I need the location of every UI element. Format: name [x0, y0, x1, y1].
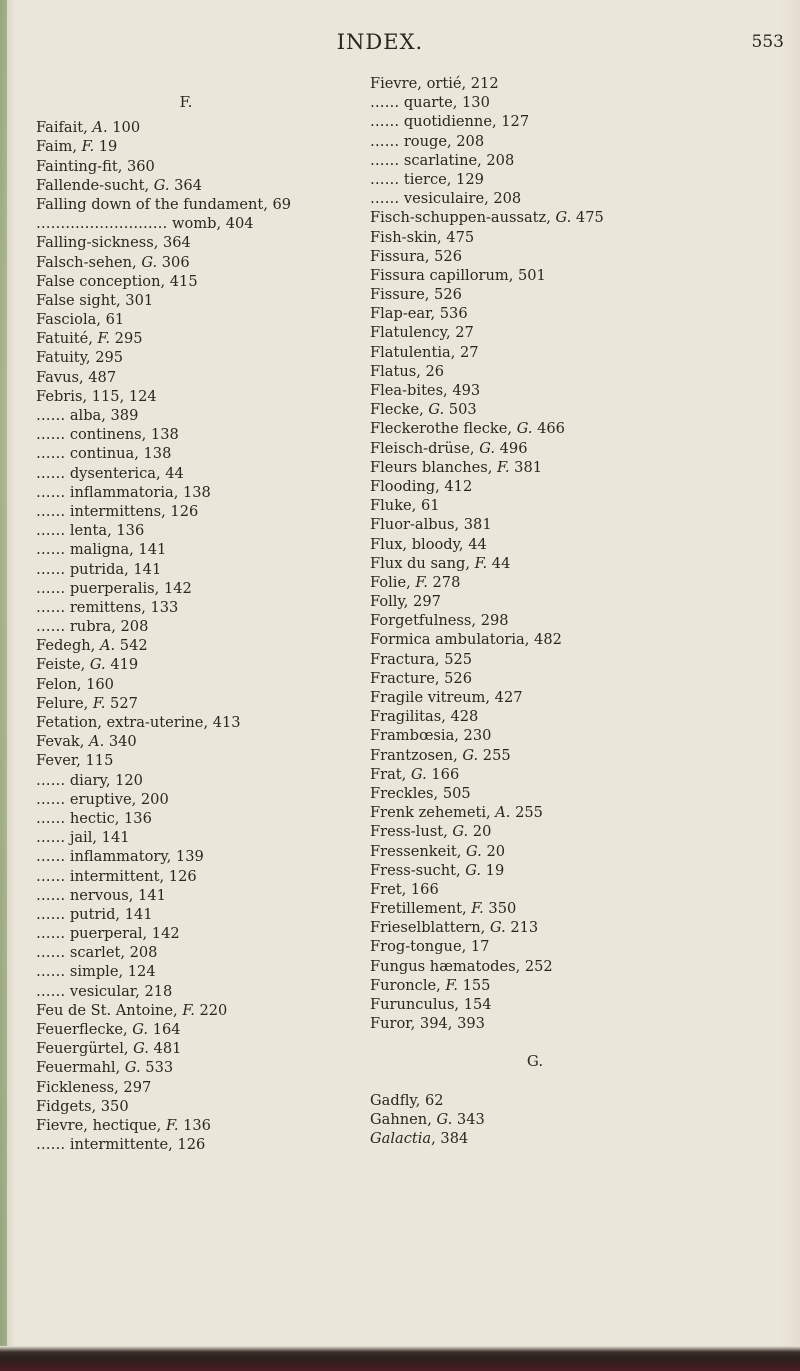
index-entry: Fedegh, A. 542	[36, 637, 148, 655]
index-entry: Fissura, 526	[370, 247, 462, 265]
index-entry: Galactia, 384	[370, 1129, 469, 1147]
index-entry: Fungus hæmatodes, 252	[370, 957, 553, 975]
index-entry: …… tierce, 129	[370, 170, 484, 188]
index-entry: ……………………… womb, 404	[36, 215, 254, 233]
index-entry: False conception, 415	[36, 272, 198, 290]
index-entry: Folly, 297	[370, 593, 441, 611]
index-entry: Fragilitas, 428	[370, 708, 479, 726]
index-entry: …… jail, 141	[36, 829, 130, 847]
index-entry: Frieselblattern, G. 213	[370, 919, 539, 937]
index-entry: Fluke, 61	[370, 497, 440, 515]
index-entry: Folie, F. 278	[370, 573, 461, 591]
index-entry: Fainting-fit, 360	[36, 157, 155, 175]
index-entry: Falling down of the fundament, 69	[36, 195, 292, 213]
index-entry: …… maligna, 141	[36, 541, 167, 559]
index-entry: Frambœsia, 230	[370, 727, 492, 745]
index-entry: Frantzosen, G. 255	[370, 746, 511, 764]
index-entry: …… putrid, 141	[36, 905, 153, 923]
index-entry: …… remittens, 133	[36, 598, 179, 616]
index-entry: …… intermittente, 126	[36, 1136, 206, 1154]
left-column	[36, 74, 371, 1154]
index-entry: Fretillement, F. 350	[370, 900, 517, 918]
index-entry: Fleisch-drüse, G. 496	[370, 439, 528, 457]
index-entry: Fatuité, F. 295	[36, 330, 143, 348]
index-entry: Flooding, 412	[370, 477, 473, 495]
index-entry: Frog-tongue, 17	[370, 938, 490, 956]
index-entry: …… puerperal, 142	[36, 925, 180, 943]
index-entry: Falling-sickness, 364	[36, 234, 191, 252]
index-entry: Fluor-albus, 381	[370, 516, 492, 534]
index-entry: Flap-ear, 536	[370, 305, 468, 323]
right-column	[370, 74, 795, 1148]
index-entry: …… rubra, 208	[36, 618, 149, 636]
index-entry: Gahnen, G. 343	[370, 1110, 485, 1128]
index-entry: …… lenta, 136	[36, 522, 145, 540]
section-letter-g: G.	[526, 1052, 544, 1071]
index-entry: Fevak, A. 340	[36, 733, 137, 751]
index-entry: Feuergürtel, G. 481	[36, 1040, 182, 1058]
index-entry: Fisch-schuppen-aussatz, G. 475	[370, 209, 604, 227]
right-entry-list-f	[370, 74, 795, 1033]
index-entry: …… nervous, 141	[36, 886, 166, 904]
right-entry-list-g	[370, 1091, 795, 1149]
index-entry: …… alba, 389	[36, 407, 139, 424]
index-entry: Fressenkeit, G. 20	[370, 842, 506, 860]
index-entry: Flatulency, 27	[370, 324, 474, 342]
index-entry: …… puerperalis, 142	[36, 579, 192, 597]
index-entry: …… inflammatoria, 138	[36, 483, 211, 501]
index-entry: …… intermittent, 126	[36, 867, 197, 885]
index-entry: Fallende-sucht, G. 364	[36, 176, 202, 194]
index-entry: Flatulentia, 27	[370, 343, 479, 361]
index-entry: Fish-skin, 475	[370, 228, 475, 246]
index-entry: …… continens, 138	[36, 426, 179, 444]
index-entry: Fievre, ortié, 212	[370, 75, 499, 92]
index-entry: …… quotidienne, 127	[370, 113, 530, 131]
index-entry: Febris, 115, 124	[36, 387, 157, 405]
index-entry: Fatuity, 295	[36, 349, 124, 367]
index-entry: Flux, bloody, 44	[370, 535, 487, 553]
index-entry: Frat, G. 166	[370, 765, 460, 783]
index-entry: Gadfly, 62	[370, 1091, 444, 1109]
index-entry: Furoncle, F. 155	[370, 976, 491, 994]
page-bottom-edge	[0, 1346, 800, 1371]
index-entry: Fetation, extra-uterine, 413	[36, 714, 241, 731]
page-number: 553	[751, 32, 784, 52]
left-entry-list	[36, 118, 371, 1154]
index-entry: Falsch-sehen, G. 306	[36, 253, 190, 271]
index-entry: Feuerflecke, G. 164	[36, 1021, 181, 1038]
index-entry: Fever, 115	[36, 752, 114, 770]
section-letter-f: F.	[179, 93, 193, 111]
index-entry: …… continua, 138	[36, 445, 172, 463]
index-entry: Fasciola, 61	[36, 311, 125, 329]
index-entry: Favus, 487	[36, 368, 117, 386]
index-entry: …… inflammatory, 139	[36, 848, 204, 866]
index-entry: …… vesicular, 218	[36, 982, 173, 1000]
index-entry: …… eruptive, 200	[36, 790, 169, 808]
index-entry: Fissure, 526	[370, 286, 462, 304]
index-entry: Fress-sucht, G. 19	[370, 861, 505, 879]
index-entry: …… simple, 124	[36, 963, 156, 981]
index-entry: …… quarte, 130	[370, 94, 490, 112]
index-entry: Fleurs blanches, F. 381	[370, 458, 543, 476]
index-entry: Fracture, 526	[370, 669, 472, 687]
index-entry: Fragile vitreum, 427	[370, 689, 523, 706]
index-entry: Feu de St. Antoine, F. 220	[36, 1001, 228, 1019]
index-entry: Fickleness, 297	[36, 1078, 152, 1096]
running-head	[0, 30, 800, 54]
index-entry: …… dysenterica, 44	[36, 464, 184, 482]
index-entry: Formica ambulatoria, 482	[370, 631, 562, 649]
index-entry: …… diary, 120	[36, 771, 143, 789]
page-title: INDEX.	[336, 30, 424, 54]
index-entry: Fissura capillorum, 501	[370, 266, 546, 284]
index-entry: Fret, 166	[370, 880, 439, 898]
index-entry: Flecke, G. 503	[370, 401, 477, 419]
index-entry: …… hectic, 136	[36, 809, 152, 827]
index-entry: Fidgets, 350	[36, 1097, 129, 1115]
index-entry: Fress-lust, G. 20	[370, 823, 492, 841]
index-entry: …… rouge, 208	[370, 132, 485, 150]
index-entry: …… scarlet, 208	[36, 944, 158, 962]
index-entry: Faim, F. 19	[36, 138, 118, 156]
index-entry: Freckles, 505	[370, 784, 471, 802]
index-entry: Fleckerothe flecke, G. 466	[370, 420, 565, 438]
index-entry: Fractura, 525	[370, 650, 473, 668]
index-entry: Faifait, A. 100	[36, 119, 141, 137]
index-entry: Felure, F. 527	[36, 694, 138, 712]
index-entry: False sight, 301	[36, 291, 154, 309]
index-entry: …… scarlatine, 208	[370, 151, 515, 169]
index-entry: Flatus, 26	[370, 362, 445, 380]
index-entry: Fievre, hectique, F. 136	[36, 1116, 211, 1134]
index-entry: Feuermahl, G. 533	[36, 1059, 174, 1077]
index-entry: Frenk zehemeti, A. 255	[370, 804, 543, 822]
index-entry: Flux du sang, F. 44	[370, 554, 511, 572]
index-entry: Flea-bites, 493	[370, 382, 481, 399]
index-entry: …… intermittens, 126	[36, 502, 199, 520]
index-entry: Furunculus, 154	[370, 996, 492, 1013]
index-entry: Forgetfulness, 298	[370, 612, 509, 630]
index-entry: Furor, 394, 393	[370, 1015, 485, 1033]
index-entry: …… vesiculaire, 208	[370, 190, 522, 208]
index-entry: Felon, 160	[36, 675, 114, 693]
binding-gutter	[0, 0, 7, 1371]
index-entry: Feiste, G. 419	[36, 656, 139, 674]
index-entry: …… putrida, 141	[36, 560, 162, 578]
